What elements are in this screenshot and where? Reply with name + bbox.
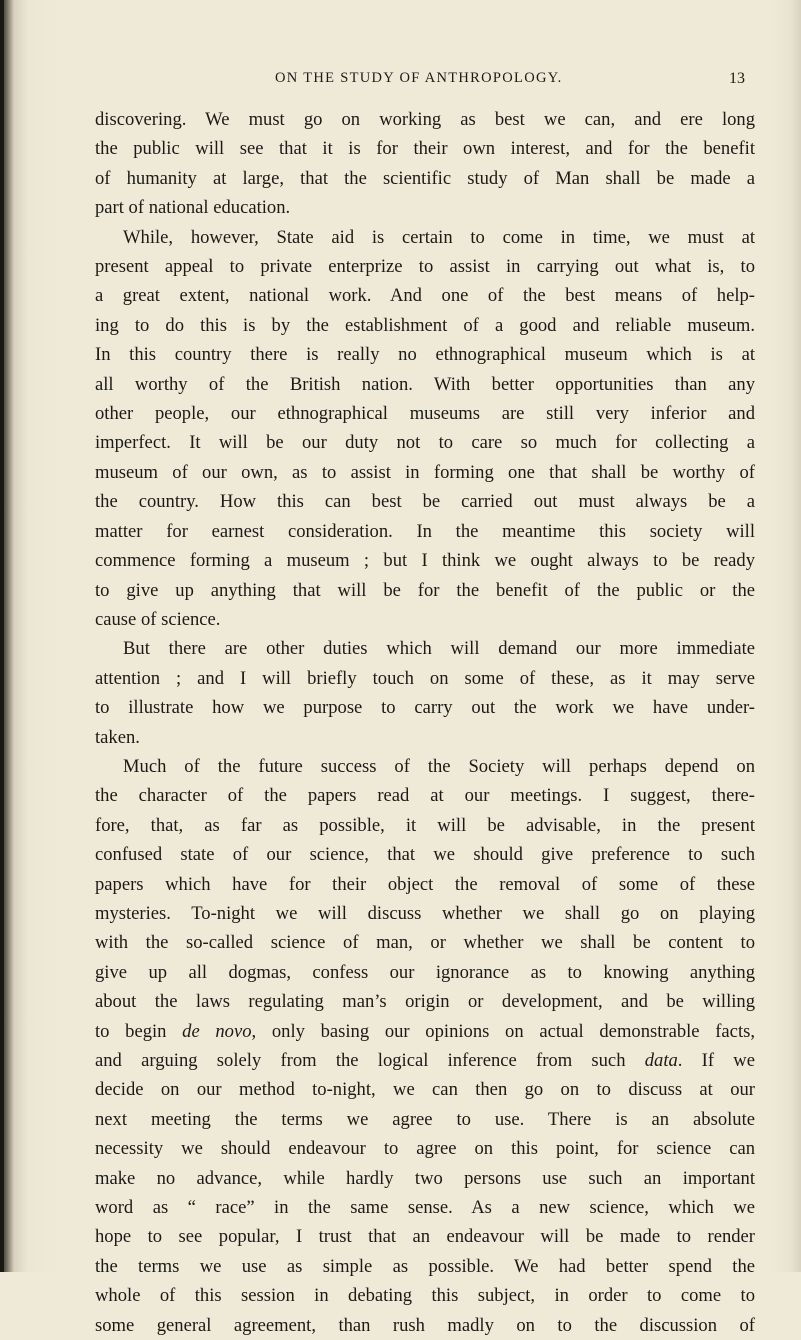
text-line: present appeal to private enterprize to assist in carrying out what is, to bbox=[95, 256, 755, 278]
text-line: necessity we should endeavour to agree on this point, for science can bbox=[95, 1138, 755, 1160]
text-line: taken. bbox=[95, 726, 140, 748]
text-line: While, however, State aid is certain to come in time, we must at bbox=[123, 226, 755, 248]
text-line: other people, our ethnographical museums are still very inferior and bbox=[95, 403, 755, 425]
text-line: confused state of our science, that we should give preference to such bbox=[95, 844, 755, 866]
text-line: make no advance, while hardly two persons use such an important bbox=[95, 1167, 755, 1189]
italic-term: data bbox=[644, 1050, 678, 1071]
page-number: 13 bbox=[729, 70, 745, 87]
text-line: decide on our method to-night, we can then go on to discuss at our bbox=[95, 1079, 755, 1101]
text-line: attention ; and I will briefly touch on some of these, as it may serve bbox=[95, 667, 755, 689]
text-line: cause of science. bbox=[95, 608, 221, 630]
text-line: mysteries. To-night we will discuss whether we shall go on playing bbox=[95, 902, 755, 924]
book-gutter bbox=[0, 0, 4, 1272]
text-line: to illustrate how we purpose to carry out the work we have under- bbox=[95, 697, 755, 719]
text-line: next meeting the terms we agree to use. There is an absolute bbox=[95, 1108, 755, 1130]
text-line: part of national education. bbox=[95, 197, 291, 219]
text-line: the public will see that it is for their own interest, and for the benefit bbox=[95, 138, 755, 160]
text-line: to begin de novo, only basing our opinions on actual demonstrable facts, bbox=[95, 1020, 755, 1042]
running-head: ON THE STUDY OF ANTHROPOLOGY. bbox=[275, 70, 563, 86]
text-line: give up all dogmas, confess our ignorance as to knowing anything bbox=[95, 961, 755, 983]
text-line: matter for earnest consideration. In the meantime this society will bbox=[95, 520, 755, 542]
text-line: and arguing solely from the logical inference from such data. If we bbox=[95, 1050, 755, 1071]
text-line: In this country there is really no ethnographical museum which is at bbox=[95, 344, 755, 366]
text-line: whole of this session in debating this subject, in order to come to bbox=[95, 1285, 755, 1307]
text-line: Much of the future success of the Society will perhaps depend on bbox=[123, 755, 755, 777]
page-header bbox=[95, 70, 745, 96]
text-line: with the so-called science of man, or whether we shall be content to bbox=[95, 932, 755, 954]
text-line: discovering. We must go on working as best we can, and ere long bbox=[95, 109, 755, 130]
text-line: But there are other duties which will demand our more immediate bbox=[123, 638, 755, 660]
text-line: the character of the papers read at our meetings. I suggest, there- bbox=[95, 785, 755, 807]
text-line: commence forming a museum ; but I think we ought always to be ready bbox=[95, 550, 755, 572]
text-line: to give up anything that will be for the benefit of the public or the bbox=[95, 579, 755, 601]
text-line: about the laws regulating man’s origin or development, and be willing bbox=[95, 991, 755, 1013]
text-line: all worthy of the British nation. With better opportunities than any bbox=[95, 373, 755, 395]
text-line: imperfect. It will be our duty not to care so much for collecting a bbox=[95, 432, 755, 454]
text-line: ing to do this is by the establishment of a good and reliable museum. bbox=[95, 314, 755, 336]
text-line: some general agreement, than rush madly on to the discussion of bbox=[95, 1314, 755, 1336]
italic-term: de novo bbox=[182, 1020, 252, 1042]
text-line: papers which have for their object the removal of some of these bbox=[95, 873, 755, 895]
text-line: of humanity at large, that the scientific study of Man shall be made a bbox=[95, 167, 755, 189]
text-line: hope to see popular, I trust that an endeavour will be made to render bbox=[95, 1226, 755, 1248]
text-line: word as “ race” in the same sense. As a new science, which we bbox=[95, 1197, 755, 1219]
text-line: the terms we use as simple as possible. We had better spend the bbox=[95, 1255, 755, 1277]
text-line: fore, that, as far as possible, it will be advisable, in the present bbox=[95, 814, 755, 836]
text-line: a great extent, national work. And one of the best means of help- bbox=[95, 285, 755, 307]
text-line: museum of our own, as to assist in forming one that shall be worthy of bbox=[95, 461, 755, 483]
body-text bbox=[95, 105, 755, 1340]
text-line: the country. How this can best be carried out must always be a bbox=[95, 491, 755, 513]
